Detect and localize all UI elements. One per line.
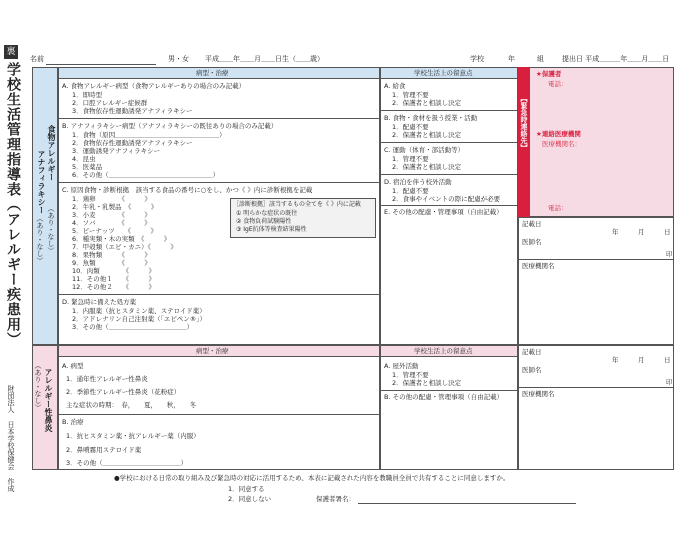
rhinitis-A-title: A. 病型 (62, 362, 84, 370)
food-A-item: 2．口腔アレルギー症候群 (72, 99, 148, 107)
food-B-item: 3．運動誘発アナフィラキシー (72, 147, 161, 155)
emergency-side-label: 【緊急時連絡先】 (520, 95, 528, 151)
school-divider (380, 110, 518, 111)
rhinitis-side-label-1: アレルギー性鼻炎 (44, 368, 53, 432)
school-D-item: 2．食事やイベントの際に配慮が必要 (392, 195, 501, 203)
school-E-title: E. その他の配慮・管理事項（自由記載） (384, 208, 503, 216)
consent-text: ●学校における日常の取り組み及び緊急時の対応に活用するため、本表に記載された内容を教職員全員で共有することに同意しますか。 (114, 474, 510, 482)
facility-label: 医療機関名 (522, 390, 555, 398)
facility-label: 医療機関名 (522, 262, 555, 270)
food-divider (58, 182, 380, 183)
food-disease-header-text: 病型・治療 (196, 69, 229, 77)
page-title: 学校生活管理指導表（アレルギー疾患用） (5, 62, 21, 347)
food-B-item: 2．食物依存性運動誘発アナフィラキシー (72, 139, 193, 147)
hospital-phone: 電話： (548, 204, 568, 212)
submit-date: 提出日 平成＿＿＿年＿＿月＿＿日 (562, 55, 670, 63)
rhinitis-disease-header-text: 病型・治療 (196, 347, 229, 355)
food-school-header-text: 学校生活上の留意点 (414, 69, 473, 77)
food-side-label-2: （あり・なし） (36, 215, 44, 264)
doctor-line (518, 387, 674, 388)
school-label: 学校 (470, 55, 484, 63)
rhinitis-school-A: A. 屋外活動 (384, 362, 419, 370)
school-C-item: 2．保護者と相談し決定 (392, 163, 462, 171)
food-side-label-3: 食物アレルギー (47, 125, 56, 181)
consent-option-agree[interactable]: 1．同意する (228, 485, 265, 493)
guardian-label: ★保護者 (536, 70, 562, 78)
consent-option-disagree[interactable]: 2．同意しない (228, 495, 272, 503)
school-A-title: A. 給食 (384, 82, 406, 90)
doctor-date-label: 記載日 (522, 220, 542, 228)
publisher: 財団法人 日本学校保健会 作成 (7, 385, 15, 492)
food-C-item: 11．その他１ 《 》 (72, 275, 156, 283)
school-D-item: 1．配慮不要 (392, 187, 429, 195)
rhinitis-B-item: 2．鼻噴霧用ステロイド薬 (66, 446, 142, 454)
food-D-item: 3．その他（＿＿＿＿＿＿＿＿＿＿＿＿） (72, 323, 194, 331)
rhinitis-season: 主な症状の時期： 春， 夏， 秋， 冬 (66, 401, 196, 409)
food-side-label-1: アナフィラキシー (37, 150, 46, 214)
food-B-item: 5．医薬品 (72, 163, 103, 171)
year-label: 年 (508, 55, 515, 63)
food-D-item: 1．内服薬（抗ヒスタミン薬、ステロイド薬） (72, 307, 206, 315)
doctor-block-1 (518, 217, 674, 345)
doctor-date-label: 記載日 (522, 348, 542, 356)
food-C-item: 9．魚類 《 》 (72, 259, 151, 267)
food-C-item: 2．牛乳・乳製品 《 》 (72, 203, 158, 211)
doctor-name-label: 医師名 (522, 238, 542, 246)
school-B-title: B. 食物・食材を扱う授業・活動 (384, 114, 478, 122)
tag-box: 裏 (4, 45, 18, 59)
diagnosis-note: ③ IgE抗体等検査結果陽性 (236, 226, 307, 233)
school-A-item: 1．管理不要 (392, 91, 429, 99)
hospital-label: ★連絡医療機関 (536, 130, 581, 138)
rhinitis-B-item: 3．その他（＿＿＿＿＿＿＿＿＿＿＿＿） (66, 459, 188, 467)
doctor-stamp: 印 (666, 250, 673, 258)
school-divider (380, 174, 518, 175)
food-B-item: 1．食物（原因＿＿＿＿＿＿＿＿＿＿＿＿＿＿＿＿） (72, 131, 226, 139)
class-label: 組 (537, 55, 544, 63)
food-C-item: 4．ソバ 《 》 (72, 219, 151, 227)
hospital-name: 医療機関名： (542, 140, 581, 148)
food-C-item: 7．甲殻類（エビ・カニ）《 》 (72, 243, 177, 251)
diagnosis-note-title: ［診断根拠］該当するもの全てを《 》内に記載 (233, 201, 361, 208)
food-A-title: A. 食物アレルギー病型（食物アレルギーありの場合のみ記載） (62, 82, 246, 90)
rhinitis-B-item: 1．抗ヒスタミン薬・抗アレルギー薬（内服） (66, 432, 200, 440)
food-B-title: B. アナフィラキシー病型（アナフィラキシーの既往ありの場合のみ記載） (62, 122, 278, 130)
school-A-item: 2．保護者と相談し決定 (392, 99, 462, 107)
food-C-title: C. 原因食物・診断根拠 該当する食品の番号に○をし、かつ《 》内に診断根拠を記載 (62, 186, 313, 194)
food-C-item: 6．種実類・木の実類 《 》 (72, 235, 171, 243)
food-C-item: 3．小麦 《 》 (72, 211, 151, 219)
diagnosis-note: ② 食物負荷試験陽性 (236, 218, 292, 225)
rhinitis-school-A-item: 1．管理不要 (392, 371, 429, 379)
signature-label: 保護者署名： (316, 495, 355, 503)
rhinitis-A-item: 2．季節性アレルギー性鼻炎（花粉症） (66, 388, 181, 396)
food-A-item: 3．食物依存性運動誘発アナフィラキシー (72, 107, 193, 115)
school-divider (380, 142, 518, 143)
school-C-title: C. 運動（体育・部活動等） (384, 146, 465, 154)
food-B-item: 4．昆虫 (72, 155, 96, 163)
doctor-stamp: 印 (666, 378, 673, 386)
signature-line[interactable] (358, 503, 576, 504)
rhinitis-school-header-text: 学校生活上の留意点 (414, 347, 473, 355)
school-B-item: 2．保護者と相談し決定 (392, 131, 462, 139)
rhinitis-side-label-2: （あり・なし） (34, 362, 42, 411)
rhinitis-divider (58, 414, 380, 415)
doctor-date-value: 年 月 日 (612, 356, 671, 364)
rhinitis-school-A-item: 2．保護者と相談し決定 (392, 379, 462, 387)
food-divider (58, 118, 380, 119)
food-D-title: D. 緊急時に備えた処方薬 (62, 298, 137, 306)
food-B-item: 6．その他（＿＿＿＿＿＿＿＿＿＿＿＿＿＿＿＿） (72, 171, 220, 179)
food-side-label-4: （あり・なし） (47, 205, 55, 254)
diagnosis-note: ① 明らかな症状の既往 (236, 210, 298, 217)
school-B-item: 1．配慮不要 (392, 123, 429, 131)
food-C-item: 10．肉類 《 》 (72, 267, 156, 275)
food-C-item: 1．鶏卵 《 》 (72, 195, 151, 203)
rhinitis-B-title: B. 治療 (62, 418, 84, 426)
rhinitis-A-item: 1．通年性アレルギー性鼻炎 (66, 375, 148, 383)
school-D-title: D. 宿泊を伴う校外活動 (384, 178, 452, 186)
doctor-line (518, 259, 674, 260)
school-C-item: 1．管理不要 (392, 155, 429, 163)
food-C-item: 5．ピーナッツ 《 》 (72, 227, 157, 235)
food-A-item: 1．即時型 (72, 91, 103, 99)
food-C-item: 8．果物類 《 》 (72, 251, 151, 259)
rhinitis-school-B: B. その他の配慮・管理事項（自由記載） (384, 393, 504, 401)
name-label: 名前 (30, 55, 44, 63)
rhinitis-school-divider (380, 390, 518, 391)
gender: 男・女 (168, 55, 189, 63)
doctor-date-value: 年 月 日 (612, 228, 671, 236)
school-divider (380, 205, 518, 206)
food-divider (58, 294, 380, 295)
birth: 平成＿＿年＿＿月＿＿日生（＿＿歳） (205, 55, 324, 63)
guardian-phone: 電話： (548, 80, 568, 88)
food-C-item: 12．その他２ 《 》 (72, 283, 156, 291)
food-D-item: 2．アドレナリン自己注射薬（「エピペン®」） (72, 315, 207, 323)
name-line (46, 64, 156, 65)
doctor-name-label: 医師名 (522, 366, 542, 374)
food-school-column (380, 67, 518, 345)
